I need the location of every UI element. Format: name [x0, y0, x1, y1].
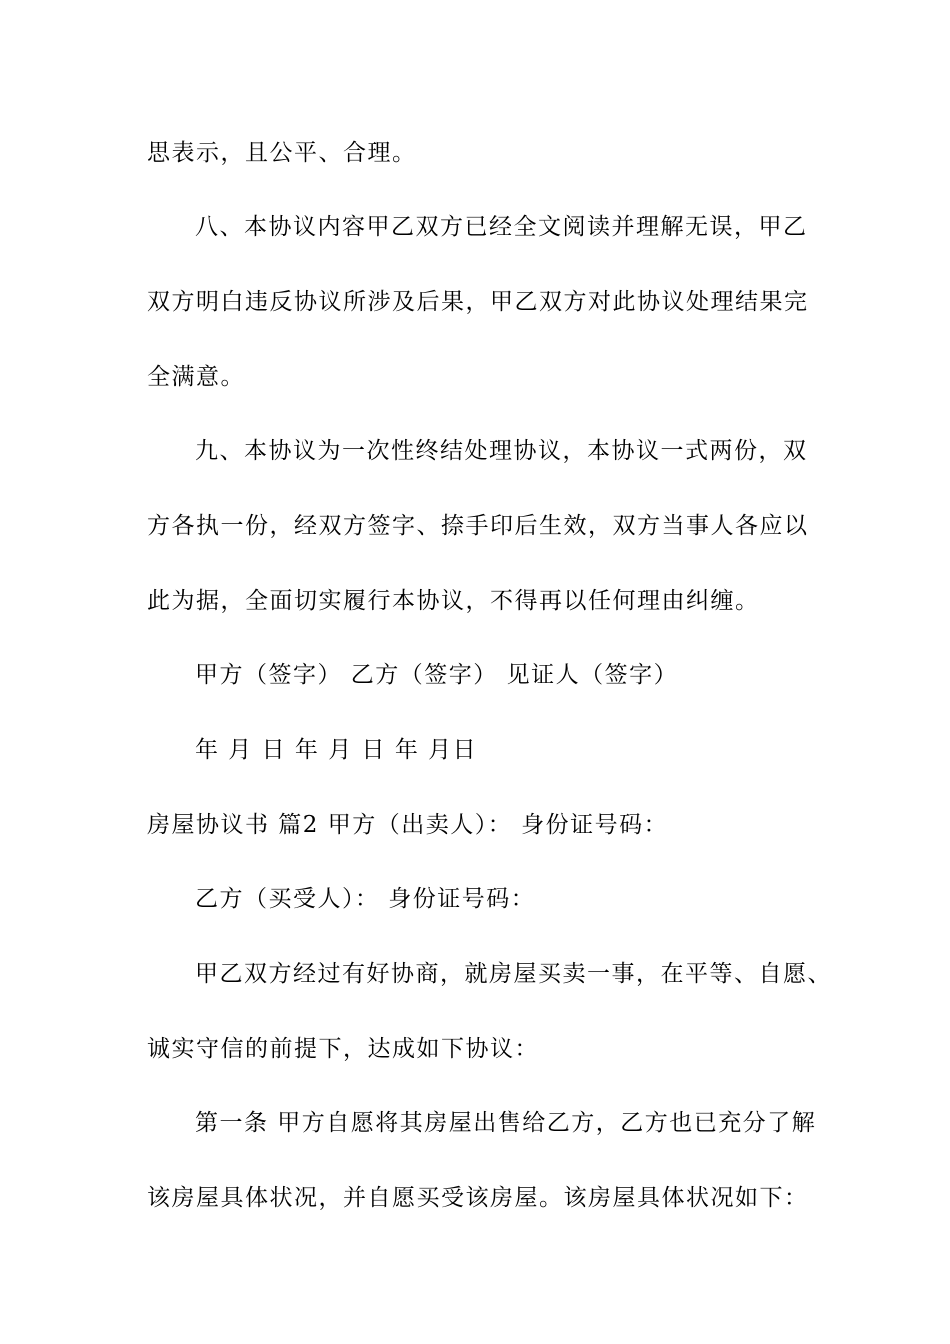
section-heading-line: 房屋协议书 篇2 甲方（出卖人）： 身份证号码： [147, 812, 669, 838]
article-1-line: 第一条 甲方自愿将其房屋出售给乙方，乙方也已充分了解 [195, 1110, 817, 1136]
paragraph-line: 该房屋具体状况，并自愿买受该房屋。该房屋具体状况如下： [147, 1185, 809, 1211]
buyer-line: 乙方（买受人）： 身份证号码： [195, 886, 536, 912]
paragraph-line: 全满意。 [147, 364, 245, 390]
signature-line: 甲方（签字） 乙方（签字） 见证人（签字） [195, 662, 679, 688]
paragraph-line: 甲乙双方经过有好协商，就房屋买卖一事，在平等、自愿、 [195, 961, 832, 987]
paragraph-line: 诚实守信的前提下，达成如下协议： [147, 1036, 539, 1062]
paragraph-line: 方各执一份，经双方签字、捺手印后生效，双方当事人各应以 [147, 513, 809, 539]
clause-8-line: 八、本协议内容甲乙双方已经全文阅读并理解无误，甲乙 [195, 214, 808, 240]
clause-9-line: 九、本协议为一次性终结处理协议，本协议一式两份，双 [195, 438, 808, 464]
paragraph-line: 思表示，且公平、合理。 [147, 140, 417, 166]
paragraph-line: 双方明白违反协议所涉及后果，甲乙双方对此协议处理结果完 [147, 289, 809, 315]
date-line: 年 月 日 年 月 日 年 月日 [195, 737, 478, 763]
paragraph-line: 此为据，全面切实履行本协议，不得再以任何理由纠缠。 [147, 588, 760, 614]
